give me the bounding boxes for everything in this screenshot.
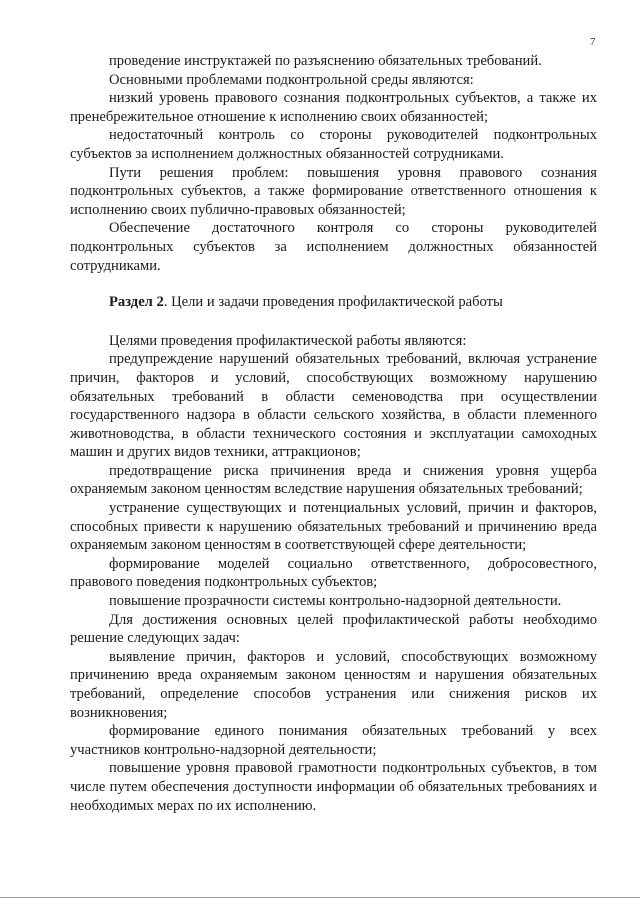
section-heading — [70, 293, 597, 312]
document-body — [70, 52, 597, 815]
paragraph: повышение прозрачности системы контрольно-надзорной деятельности. — [109, 593, 562, 610]
paragraph: недостаточный контроль со стороны руководителей подконтрольных субъектов за исполнением должностных обязанностей сотрудниками. — [70, 127, 597, 162]
section-label: Раздел 2 — [109, 294, 164, 311]
paragraph: проведение инструктажей по разъяснению обязательных требований. — [109, 53, 542, 69]
paragraph: Основными проблемами подконтрольной среды являются: — [109, 71, 474, 88]
paragraph: повышение уровня правовой грамотности подконтрольных субъектов, в том числе путем обеспечения доступности информации об обязательных требованиях и необходимых мерах по их исполнению. — [70, 760, 597, 814]
paragraph: предотвращение риска причинения вреда и снижения уровня ущерба охраняемым законом ценностям вследствие нарушения обязательных требований; — [70, 462, 597, 498]
section-title: . Цели и задачи проведения профилактической работы — [163, 294, 503, 311]
paragraph: устранение существующих и потенциальных условий, причин и факторов, способных привести к нарушению обязательных требований и причинению вреда охраняемым законом ценностям в соответствующей сфере деятельности; — [70, 500, 597, 554]
paragraph: выявление причин, факторов и условий, способствующих возможному причинению вреда охраняемым законом ценностям и нарушения обязательных требований, определение способов устранения или снижения рисков их возникновения; — [70, 648, 597, 721]
paragraph: Обеспечение достаточного контроля со стороны руководителей подконтрольных субъектов за исполнением должностных обязанностей сотрудниками. — [70, 220, 597, 274]
paragraph: формирование единого понимания обязательных требований у всех участников контрольно-надзорной деятельности; — [70, 723, 597, 758]
paragraph: формирование моделей социально ответственного, добросовестного, правового поведения подконтрольных субъектов; — [70, 555, 597, 591]
scan-edge-line — [0, 897, 640, 898]
paragraph: Целями проведения профилактической работы являются: — [109, 332, 467, 349]
paragraph: Пути решения проблем: повышения уровня правового сознания подконтрольных субъектов, а также формирование ответственного отношения к исполнению своих публично-правовых обязанностей; — [70, 164, 597, 218]
paragraph: предупреждение нарушений обязательных требований, включая устранение причин, факторов и условий, способствующих возможному нарушению обязательных требований в области семеноводства при осуществлении государственного надзора в области сельского хозяйства, в области племенного животноводства, в области технического состояния и эксплуатации самоходных машин и других видов техники, аттракционов; — [70, 351, 597, 461]
paragraph: Для достижения основных целей профилактической работы необходимо решение следующих задач: — [70, 611, 597, 647]
page-number: 7 — [590, 36, 596, 48]
paragraph: низкий уровень правового сознания подконтрольных субъектов, а также их пренебрежительное отношение к исполнению своих обязанностей; — [70, 90, 597, 125]
